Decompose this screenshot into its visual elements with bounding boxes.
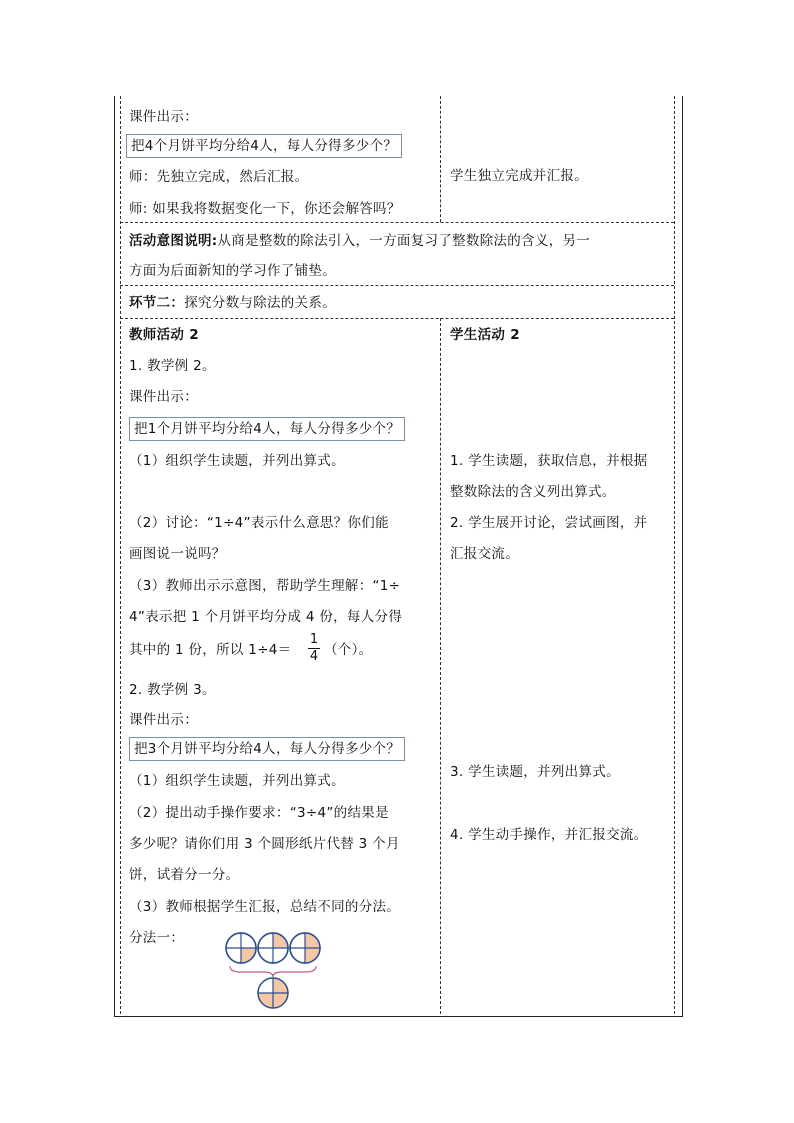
intent-text: 从商是整数的除法引入，一方面复习了整数除法的含义，另一 bbox=[217, 233, 591, 249]
student-line: 整数除法的含义列出算式。 bbox=[450, 484, 616, 500]
row-divider bbox=[120, 318, 674, 319]
table-inner-left-border bbox=[120, 96, 121, 1014]
problem-box-3-mooncakes: 把3个月饼平均分给4人，每人分得多少个？ bbox=[129, 737, 405, 761]
teacher-line: 2. 教学例 3。 bbox=[129, 682, 216, 698]
fraction-numerator: 1 bbox=[309, 632, 319, 647]
student-line: 汇报交流。 bbox=[450, 546, 519, 562]
student-activity-header: 学生活动 2 bbox=[450, 327, 520, 343]
teacher-line: （3）教师出示示意图，帮助学生理解：“1÷ bbox=[129, 578, 401, 594]
teacher-line: 多少呢？请你们用 3 个圆形纸片代替 3 个月 bbox=[129, 836, 400, 852]
student-line: 3. 学生读题，并列出算式。 bbox=[450, 764, 620, 780]
intent-text: 方面为后面新知的学习作了铺垫。 bbox=[129, 263, 336, 279]
kejian-label: 课件出示： bbox=[129, 109, 198, 125]
row-divider bbox=[120, 222, 674, 223]
student-line: 4. 学生动手操作，并汇报交流。 bbox=[450, 827, 648, 843]
teacher-line: 4”表示把 1 个月饼平均分成 4 份，每人分得 bbox=[129, 609, 403, 625]
teacher-line: 饼，试着分一分。 bbox=[129, 867, 240, 883]
mooncake-division-diagram bbox=[220, 928, 332, 1012]
fraction-one-quarter bbox=[308, 632, 320, 665]
kejian-label: 课件出示： bbox=[129, 712, 198, 728]
circle-piece-2 bbox=[258, 933, 288, 963]
problem-box-4-mooncakes: 把4个月饼平均分给4人，每人分得多少个？ bbox=[126, 134, 402, 158]
section-label: 环节二： bbox=[129, 295, 185, 311]
circle-piece-1 bbox=[226, 933, 256, 963]
circle-result bbox=[258, 978, 288, 1008]
fraction-denominator: 4 bbox=[309, 649, 319, 664]
teacher-line: （1）组织学生读题，并列出算式。 bbox=[129, 453, 345, 469]
teacher-activity-header: 教师活动 2 bbox=[129, 327, 199, 343]
student-line: 1. 学生读题，获取信息，并根据 bbox=[450, 453, 648, 469]
teacher-line: 师: 如果我将数据变化一下，你还会解答吗？ bbox=[129, 201, 401, 217]
problem-box-1-mooncake: 把1个月饼平均分给4人，每人分得多少个？ bbox=[129, 417, 405, 441]
teacher-line: 其中的 1 份，所以 1÷4＝ bbox=[129, 642, 292, 658]
intent-label: 活动意图说明: bbox=[129, 233, 218, 249]
teacher-line: （1）组织学生读题，并列出算式。 bbox=[129, 773, 345, 789]
column-divider-bottom bbox=[440, 318, 441, 1014]
teacher-line: 画图说一说吗？ bbox=[129, 546, 226, 562]
teacher-line: （3）教师根据学生汇报，总结不同的分法。 bbox=[129, 899, 401, 915]
row-divider bbox=[120, 285, 674, 286]
teacher-line: 师：先独立完成，然后汇报。 bbox=[129, 169, 309, 185]
student-line: 2. 学生展开讨论，尝试画图，并 bbox=[450, 515, 648, 531]
teacher-line: （2）讨论：“1÷4”表示什么意思？你们能 bbox=[129, 515, 389, 531]
student-line: 学生独立完成并汇报。 bbox=[450, 168, 588, 184]
kejian-label: 课件出示： bbox=[129, 389, 198, 405]
teacher-line: （个）。 bbox=[324, 642, 373, 658]
table-inner-right-border bbox=[674, 96, 675, 1014]
method-label: 分法一： bbox=[129, 930, 185, 946]
teacher-line: （2）提出动手操作要求：“3÷4”的结果是 bbox=[129, 805, 389, 821]
section-text: 探究分数与除法的关系。 bbox=[184, 295, 337, 311]
column-divider-top bbox=[440, 96, 441, 222]
brace bbox=[230, 966, 316, 977]
circle-piece-3 bbox=[290, 933, 320, 963]
teacher-line: 1. 教学例 2。 bbox=[129, 358, 216, 374]
